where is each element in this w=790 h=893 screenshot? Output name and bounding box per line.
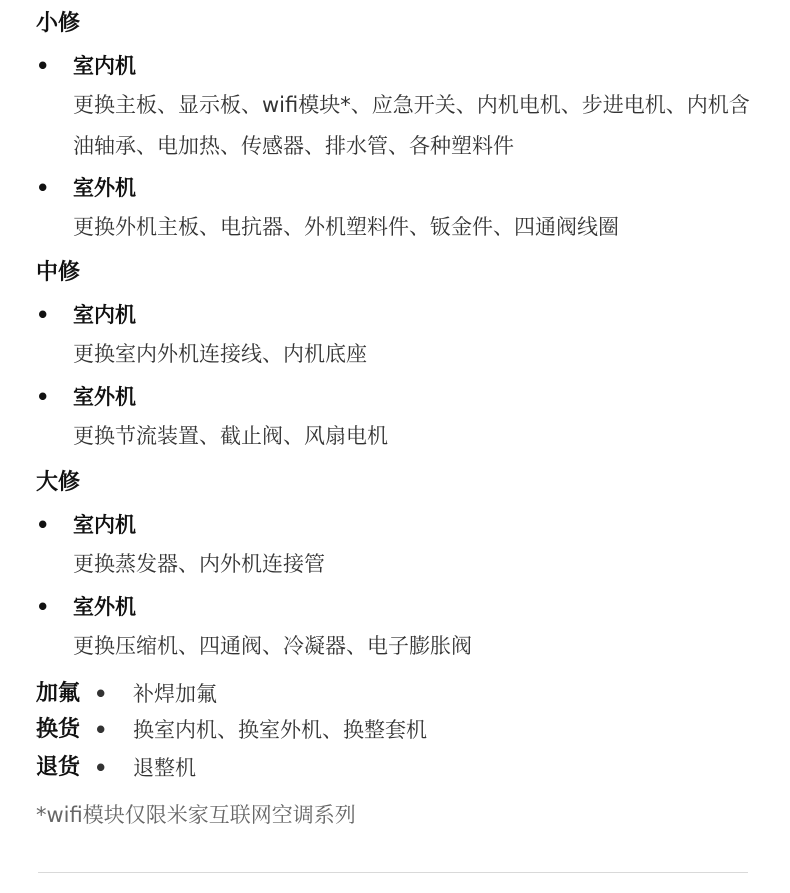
group-label — [36, 304, 766, 326]
bullet-dot: • — [94, 682, 108, 706]
service-label: 换货 — [36, 717, 81, 742]
group-description: 更换外机主板、电抗器、外机塑料件、钣金件、四通阀线圈 — [73, 215, 619, 239]
group-label-text: 室外机 — [73, 595, 136, 619]
group-label — [36, 55, 766, 77]
group-description: 更换蒸发器、内外机连接管 — [73, 552, 325, 576]
footnote: *wifi模块仅限米家互联网空调系列 — [36, 803, 356, 827]
group-label-text: 室外机 — [73, 176, 136, 200]
bullet-dot: • — [94, 756, 108, 780]
bullet-dot: • — [36, 385, 50, 409]
group-label-text: 室内机 — [73, 303, 136, 327]
bullet-dot: • — [36, 176, 50, 200]
group-outdoor-unit — [36, 177, 766, 199]
bullet-dot: • — [36, 595, 50, 619]
bullet-dot: • — [94, 718, 108, 742]
service-text: 退整机 — [133, 756, 196, 780]
group-indoor-unit — [36, 304, 766, 326]
bullet-dot: • — [36, 54, 50, 78]
group-outdoor-unit — [36, 386, 766, 408]
group-description: 更换压缩机、四通阀、冷凝器、电子膨胀阀 — [73, 634, 472, 658]
group-indoor-unit — [36, 514, 766, 536]
bullet-dot: • — [36, 513, 50, 537]
section-major-repair — [36, 472, 766, 494]
service-text: 补焊加氟 — [133, 682, 217, 706]
group-label — [36, 596, 766, 618]
bottom-divider — [38, 872, 748, 873]
group-label-text: 室外机 — [73, 385, 136, 409]
section-title: 大修 — [36, 470, 81, 495]
group-label-text: 室内机 — [73, 54, 136, 78]
group-label — [36, 514, 766, 536]
section-title: 中修 — [36, 260, 81, 285]
group-label — [36, 386, 766, 408]
group-outdoor-unit — [36, 596, 766, 618]
section-medium-repair — [36, 262, 766, 284]
section-title: 小修 — [36, 11, 81, 36]
group-description: 更换主板、显示板、wifi模块*、应急开关、内机电机、步进电机、内机含油轴承、电加热、传感器、排水管、各种塑料件 — [73, 93, 750, 158]
group-indoor-unit — [36, 55, 766, 77]
group-label — [36, 177, 766, 199]
group-description: 更换室内外机连接线、内机底座 — [73, 342, 367, 366]
service-text: 换室内机、换室外机、换整套机 — [133, 718, 427, 742]
service-label: 加氟 — [36, 681, 81, 706]
section-minor-repair — [36, 13, 766, 35]
service-label: 退货 — [36, 755, 81, 780]
group-description: 更换节流装置、截止阀、风扇电机 — [73, 424, 388, 448]
service-return — [36, 756, 766, 780]
group-label-text: 室内机 — [73, 513, 136, 537]
service-refrigerant — [36, 682, 766, 706]
bullet-dot: • — [36, 303, 50, 327]
service-exchange — [36, 718, 766, 742]
